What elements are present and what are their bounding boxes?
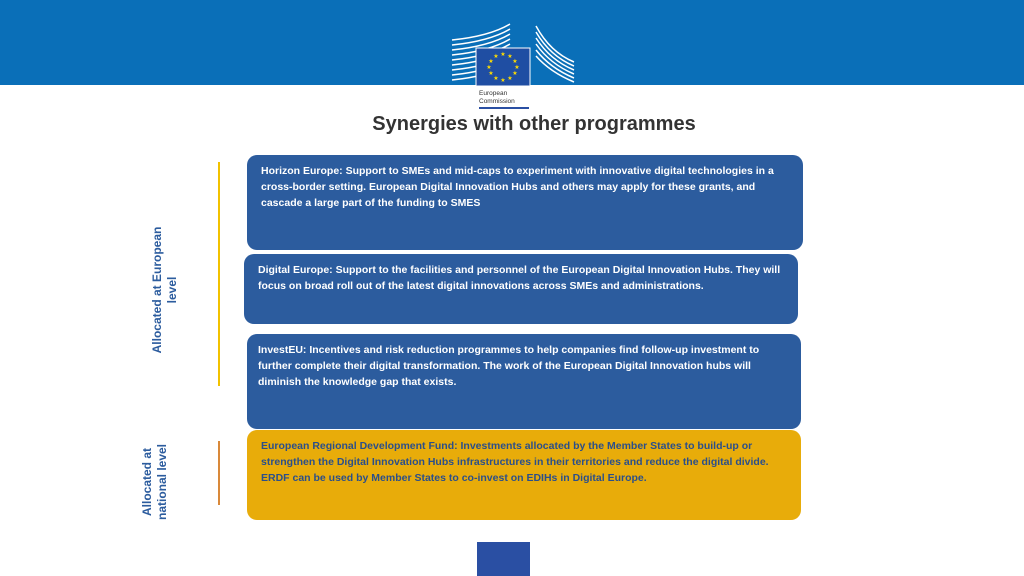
divider-line (218, 162, 220, 386)
divider-line (218, 441, 220, 505)
european-level-label: Allocated at European level (150, 226, 179, 354)
svg-text:★: ★ (493, 76, 499, 82)
svg-text:★: ★ (486, 65, 492, 71)
horizon-europe-box (247, 155, 803, 250)
national-level-label: Allocated at national level (140, 443, 169, 521)
footer-square (477, 542, 530, 576)
svg-text:★: ★ (488, 59, 494, 65)
svg-text:★: ★ (500, 78, 506, 84)
box-text: European Regional Development Fund: Investments allocated by the Member States to build-up or strengthen the Digital Innovation Hubs infrastructures in their territories and reduce the digital divide. ERDF can be used by Member States to co-invest on EDIHs in Digital Europe. (261, 440, 769, 484)
page-title: Synergies with other programmes (372, 113, 696, 135)
european-commission-logo (450, 22, 576, 112)
digital-europe-box (244, 254, 798, 324)
logo-text: European (479, 90, 508, 97)
logo-text: Commission (479, 98, 515, 105)
svg-text:★: ★ (512, 71, 518, 77)
box-text: InvestEU: Incentives and risk reduction programmes to help companies find follow-up investment to further complete their digital transformation. The work of the European Digital Innovation hubs will diminish the knowledge gap that exists. (258, 344, 760, 388)
box-text: Digital Europe: Support to the facilities and personnel of the European Digital Innovation Hubs. They will focus on broad roll out of the latest digital innovations across SMEs and administrations. (258, 264, 781, 292)
svg-text:★: ★ (500, 52, 506, 58)
svg-text:★: ★ (507, 76, 513, 82)
svg-text:★: ★ (514, 65, 520, 71)
erdf-box (247, 430, 801, 520)
investeu-box (247, 334, 801, 429)
svg-text:★: ★ (507, 54, 513, 60)
svg-text:★: ★ (488, 71, 494, 77)
box-text: Horizon Europe: Support to SMEs and mid-caps to experiment with innovative digital technologies in a cross-border setting. European Digital Innovation Hubs and others may apply for these grants, and cascade a large part of the funding to SMES (261, 165, 774, 209)
svg-text:★: ★ (493, 54, 499, 60)
svg-text:★: ★ (512, 59, 518, 65)
